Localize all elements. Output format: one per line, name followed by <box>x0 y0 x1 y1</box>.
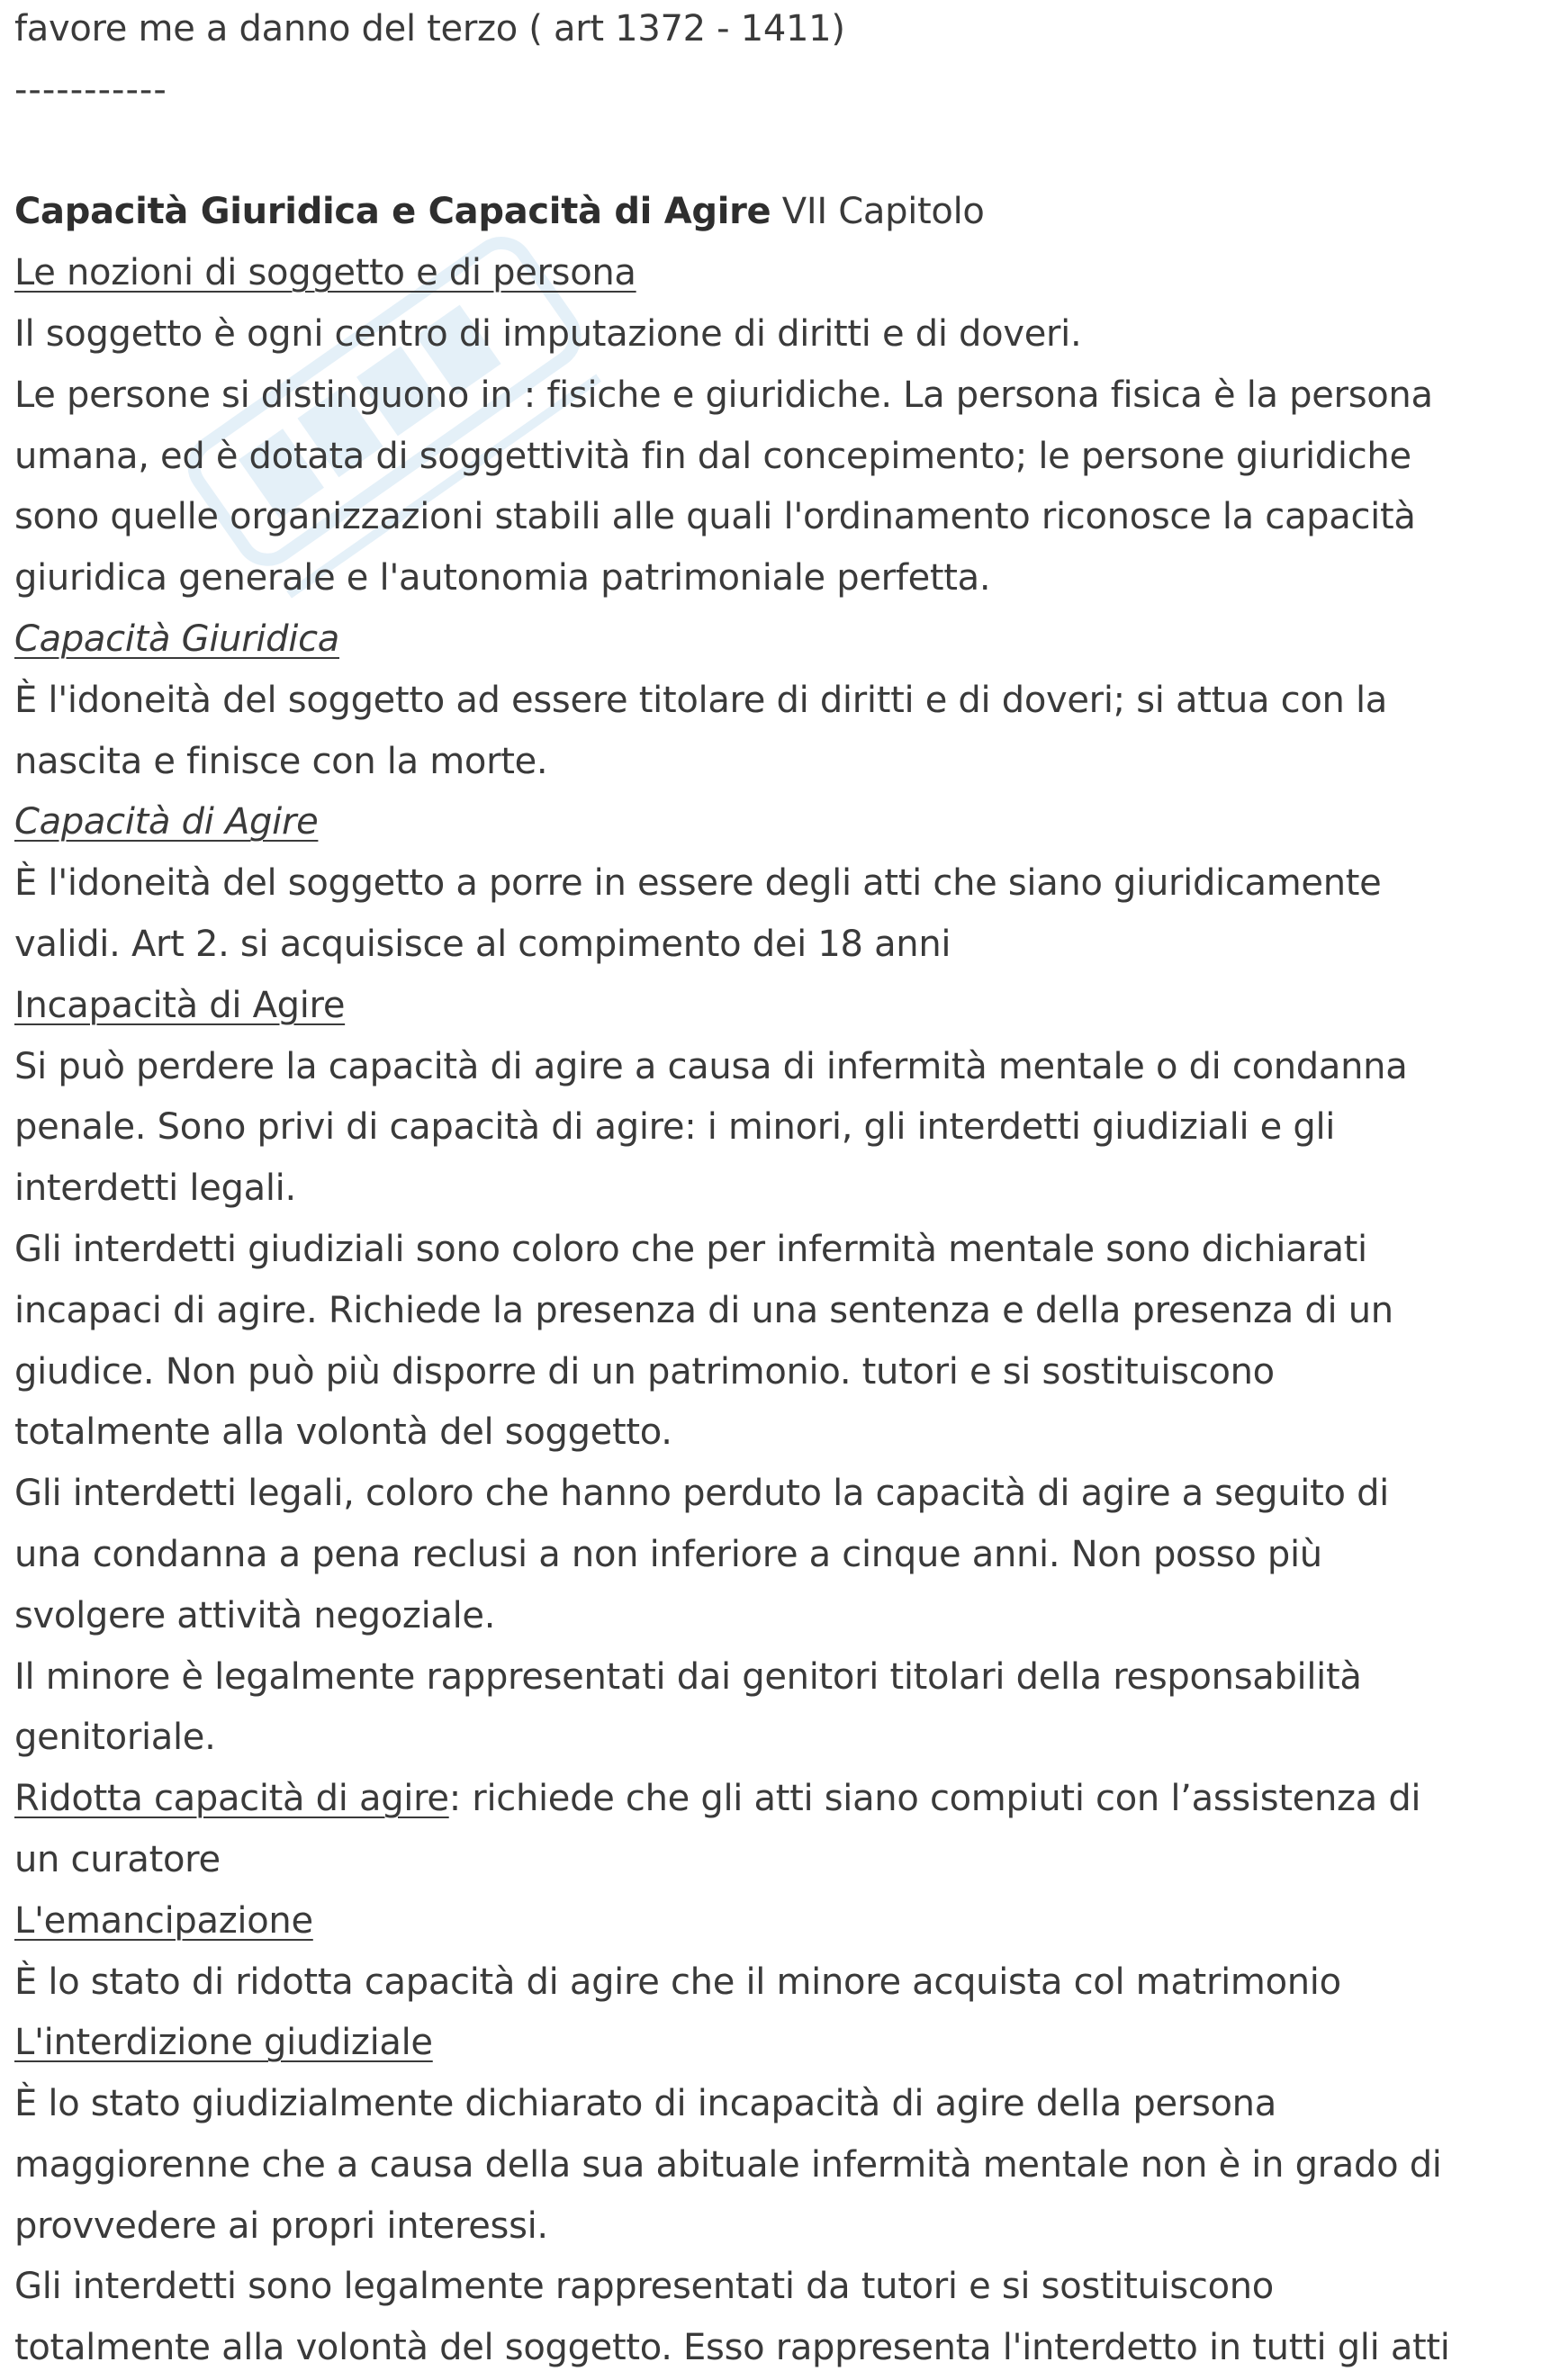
text-line: Gli interdetti giudiziali sono coloro che per infermità mentale sono dichiarati <box>14 1228 1367 1270</box>
text-line: nascita e finisce con la morte. <box>14 740 548 782</box>
text-line: totalmente alla volontà del soggetto. Esso rappresenta l'interdetto in tutti gli atti <box>14 2327 1450 2369</box>
document-page <box>14 0 1554 2379</box>
chapter-title-bold: Capacità Giuridica e Capacità di Agire <box>14 191 771 233</box>
text-line: Gli interdetti sono legalmente rappresentati da tutori e si sostituiscono <box>14 2266 1274 2308</box>
text-line: incapaci di agire. Richiede la presenza di una sentenza e della presenza di un <box>14 1289 1393 1331</box>
text-line: un curatore <box>14 1838 221 1880</box>
text-line: interdetti legali. <box>14 1167 296 1210</box>
heading-capacita-agire: Capacità di Agire <box>14 801 319 843</box>
heading-nozioni: Le nozioni di soggetto e di persona <box>14 252 636 294</box>
heading-capacita-giuridica: Capacità Giuridica <box>14 618 339 660</box>
text-line: una condanna a pena reclusi a non inferiore a cinque anni. Non posso più <box>14 1533 1322 1575</box>
text-line: penale. Sono privi di capacità di agire: i minori, gli interdetti giudiziali e gli <box>14 1106 1336 1149</box>
text-line: È l'idoneità del soggetto a porre in essere degli atti che siano giuridicamente <box>14 862 1382 905</box>
heading-ridotta-capacita: Ridotta capacità di agire <box>14 1778 449 1820</box>
heading-incapacita-agire: Incapacità di Agire <box>14 984 346 1026</box>
text-line: giudice. Non può più disporre di un patrimonio. tutori e si sostituiscono <box>14 1350 1275 1393</box>
text-line: provvedere ai propri interessi. <box>14 2204 548 2247</box>
ridotta-rest: : richiede che gli atti siano compiuti con l’assistenza di <box>448 1778 1421 1820</box>
text-line: È lo stato di ridotta capacità di agire che il minore acquista col matrimonio <box>14 1961 1341 2003</box>
text-line: validi. Art 2. si acquisisce al compimento dei 18 anni <box>14 923 951 965</box>
separator-line: ----------- <box>14 68 167 111</box>
text-line: Si può perdere la capacità di agire a causa di infermità mentale o di condanna <box>14 1045 1408 1087</box>
text-line: totalmente alla volontà del soggetto. <box>14 1411 672 1454</box>
text-line: genitoriale. <box>14 1717 216 1759</box>
text-line: svolgere attività negoziale. <box>14 1594 496 1636</box>
text-line: È lo stato giudizialmente dichiarato di incapacità di agire della persona <box>14 2083 1276 2125</box>
text-line: giuridica generale e l'autonomia patrimoniale perfetta. <box>14 557 991 600</box>
text-line: Il soggetto è ogni centro di imputazione di diritti e di doveri. <box>14 312 1082 355</box>
text-line: sono quelle organizzazioni stabili alle quali l'ordinamento riconosce la capacità <box>14 496 1416 538</box>
blank-line <box>14 122 1554 183</box>
text-line: maggiorenne che a causa della sua abituale infermità mentale non è in grado di <box>14 2143 1442 2186</box>
text-line: È l'idoneità del soggetto ad essere titolare di diritti e di doveri; si attua con la <box>14 679 1388 721</box>
text-line: favore me a danno del terzo ( art 1372 - 1411) <box>14 8 845 50</box>
chapter-title <box>14 182 1554 243</box>
text-line: Il minore è legalmente rappresentati dai genitori titolari della responsabilità <box>14 1655 1362 1698</box>
chapter-title-rest: VII Capitolo <box>771 191 985 233</box>
text-line: umana, ed è dotata di soggettività fin dal concepimento; le persone giuridiche <box>14 435 1411 477</box>
text-line: Gli interdetti legali, coloro che hanno perduto la capacità di agire a seguito di <box>14 1473 1389 1515</box>
text-line: Le persone si distinguono in : fisiche e giuridiche. La persona fisica è la persona <box>14 374 1433 416</box>
heading-interdizione: L'interdizione giudiziale <box>14 2022 433 2064</box>
heading-emancipazione: L'emancipazione <box>14 1899 313 1942</box>
